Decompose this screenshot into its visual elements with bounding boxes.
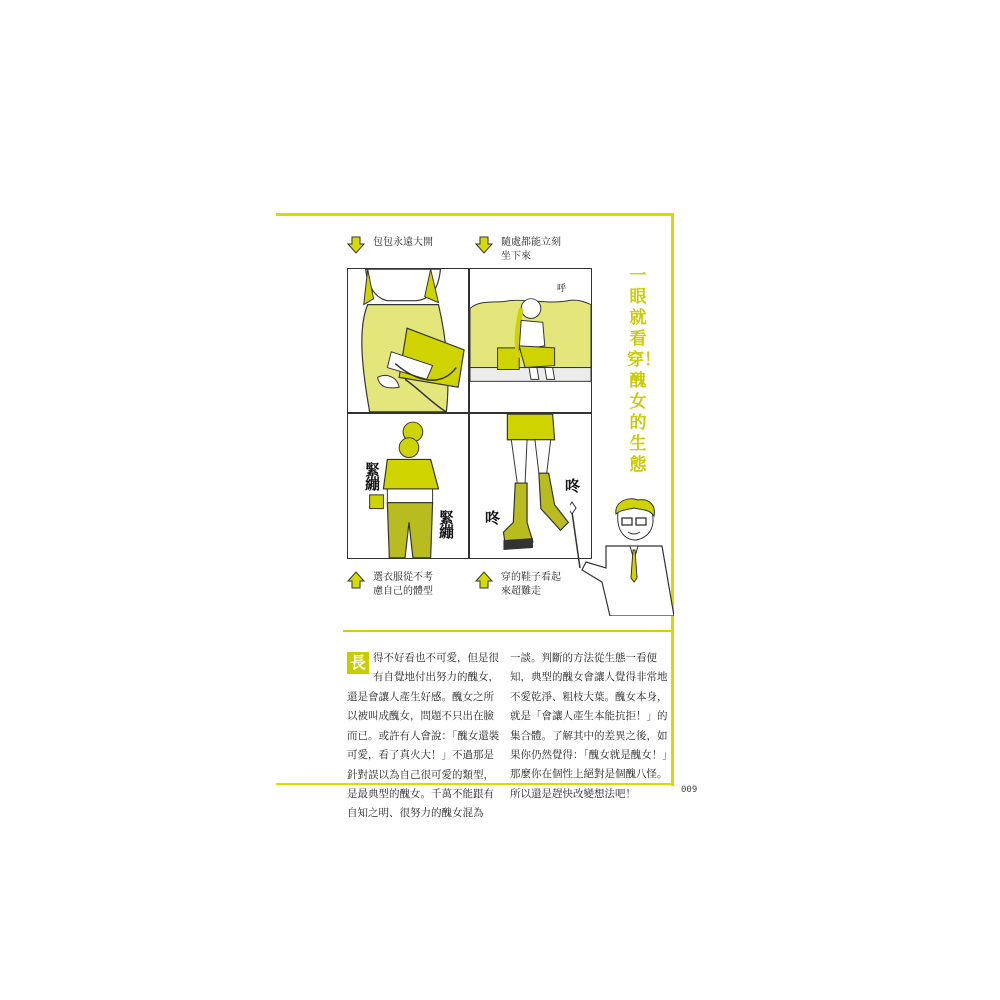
mid-rule xyxy=(343,630,671,632)
professor-pointer-illustration xyxy=(570,498,674,616)
body-text-column-1: 還是會讓人產生好感。醜女之所以被叫成醜女，問題不只出在臉而已。或許有人會說：「醜女還裝可愛，看了真火大！」不過那是針對誤以為自己很可愛的類型，是最典型的醜女。千萬不能跟有自知之明、很努力的醜女混為 xyxy=(347,691,500,820)
arrow-up-icon xyxy=(347,571,365,589)
caption-text: 穿的鞋子看起來超難走 xyxy=(501,572,561,597)
caption-sit-anywhere xyxy=(475,236,561,264)
woman-with-open-bag-illustration xyxy=(348,269,468,412)
thud-sfx: 咚 xyxy=(483,510,501,524)
panel-tight-clothes xyxy=(347,413,469,559)
arrow-up-icon xyxy=(475,571,493,589)
caption-text: 隨處都能立刻坐下來 xyxy=(501,237,561,262)
arrow-down-icon xyxy=(475,236,493,254)
arrow-down-icon xyxy=(347,236,365,254)
body-text-intro: 得不好看也不可愛，但是很有自覺地付出努力的醜女， xyxy=(373,652,499,684)
side-title: 一眼就看穿！醜女的生態 xyxy=(627,266,661,475)
panel-open-bag xyxy=(347,268,469,413)
caption-shoes-hard xyxy=(475,571,567,599)
caption-bag-open xyxy=(347,236,433,254)
thud-sfx: 咚 xyxy=(563,478,581,492)
page-number: 009 xyxy=(681,785,698,795)
caption-text: 包包永遠大開 xyxy=(373,237,433,248)
caption-text: 選衣服從不考慮自己的體型 xyxy=(373,572,433,597)
panel-sitting-anywhere xyxy=(469,268,592,413)
tight-sfx: 緊繃 xyxy=(363,462,381,490)
sigh-sfx: 呼 xyxy=(555,283,565,291)
body-text-column-2: 一談。判斷的方法從生態一看便知，典型的醜女會讓人覺得非常地不愛乾淨、粗枝大葉。醜女本身，就是「會讓人產生本能抗拒！」的集合體。了解其中的差異之後，如果你仍然覺得：「醜女就是醜女！」那麼你在個性上絕對是個醜八怪。所以還是趕快改變想法吧！ xyxy=(510,652,668,800)
caption-clothes-body xyxy=(347,571,439,599)
dropcap: 長 xyxy=(347,652,369,674)
woman-sitting-illustration xyxy=(470,269,591,412)
top-rule xyxy=(276,213,674,216)
tight-sfx: 緊繃 xyxy=(437,510,455,538)
